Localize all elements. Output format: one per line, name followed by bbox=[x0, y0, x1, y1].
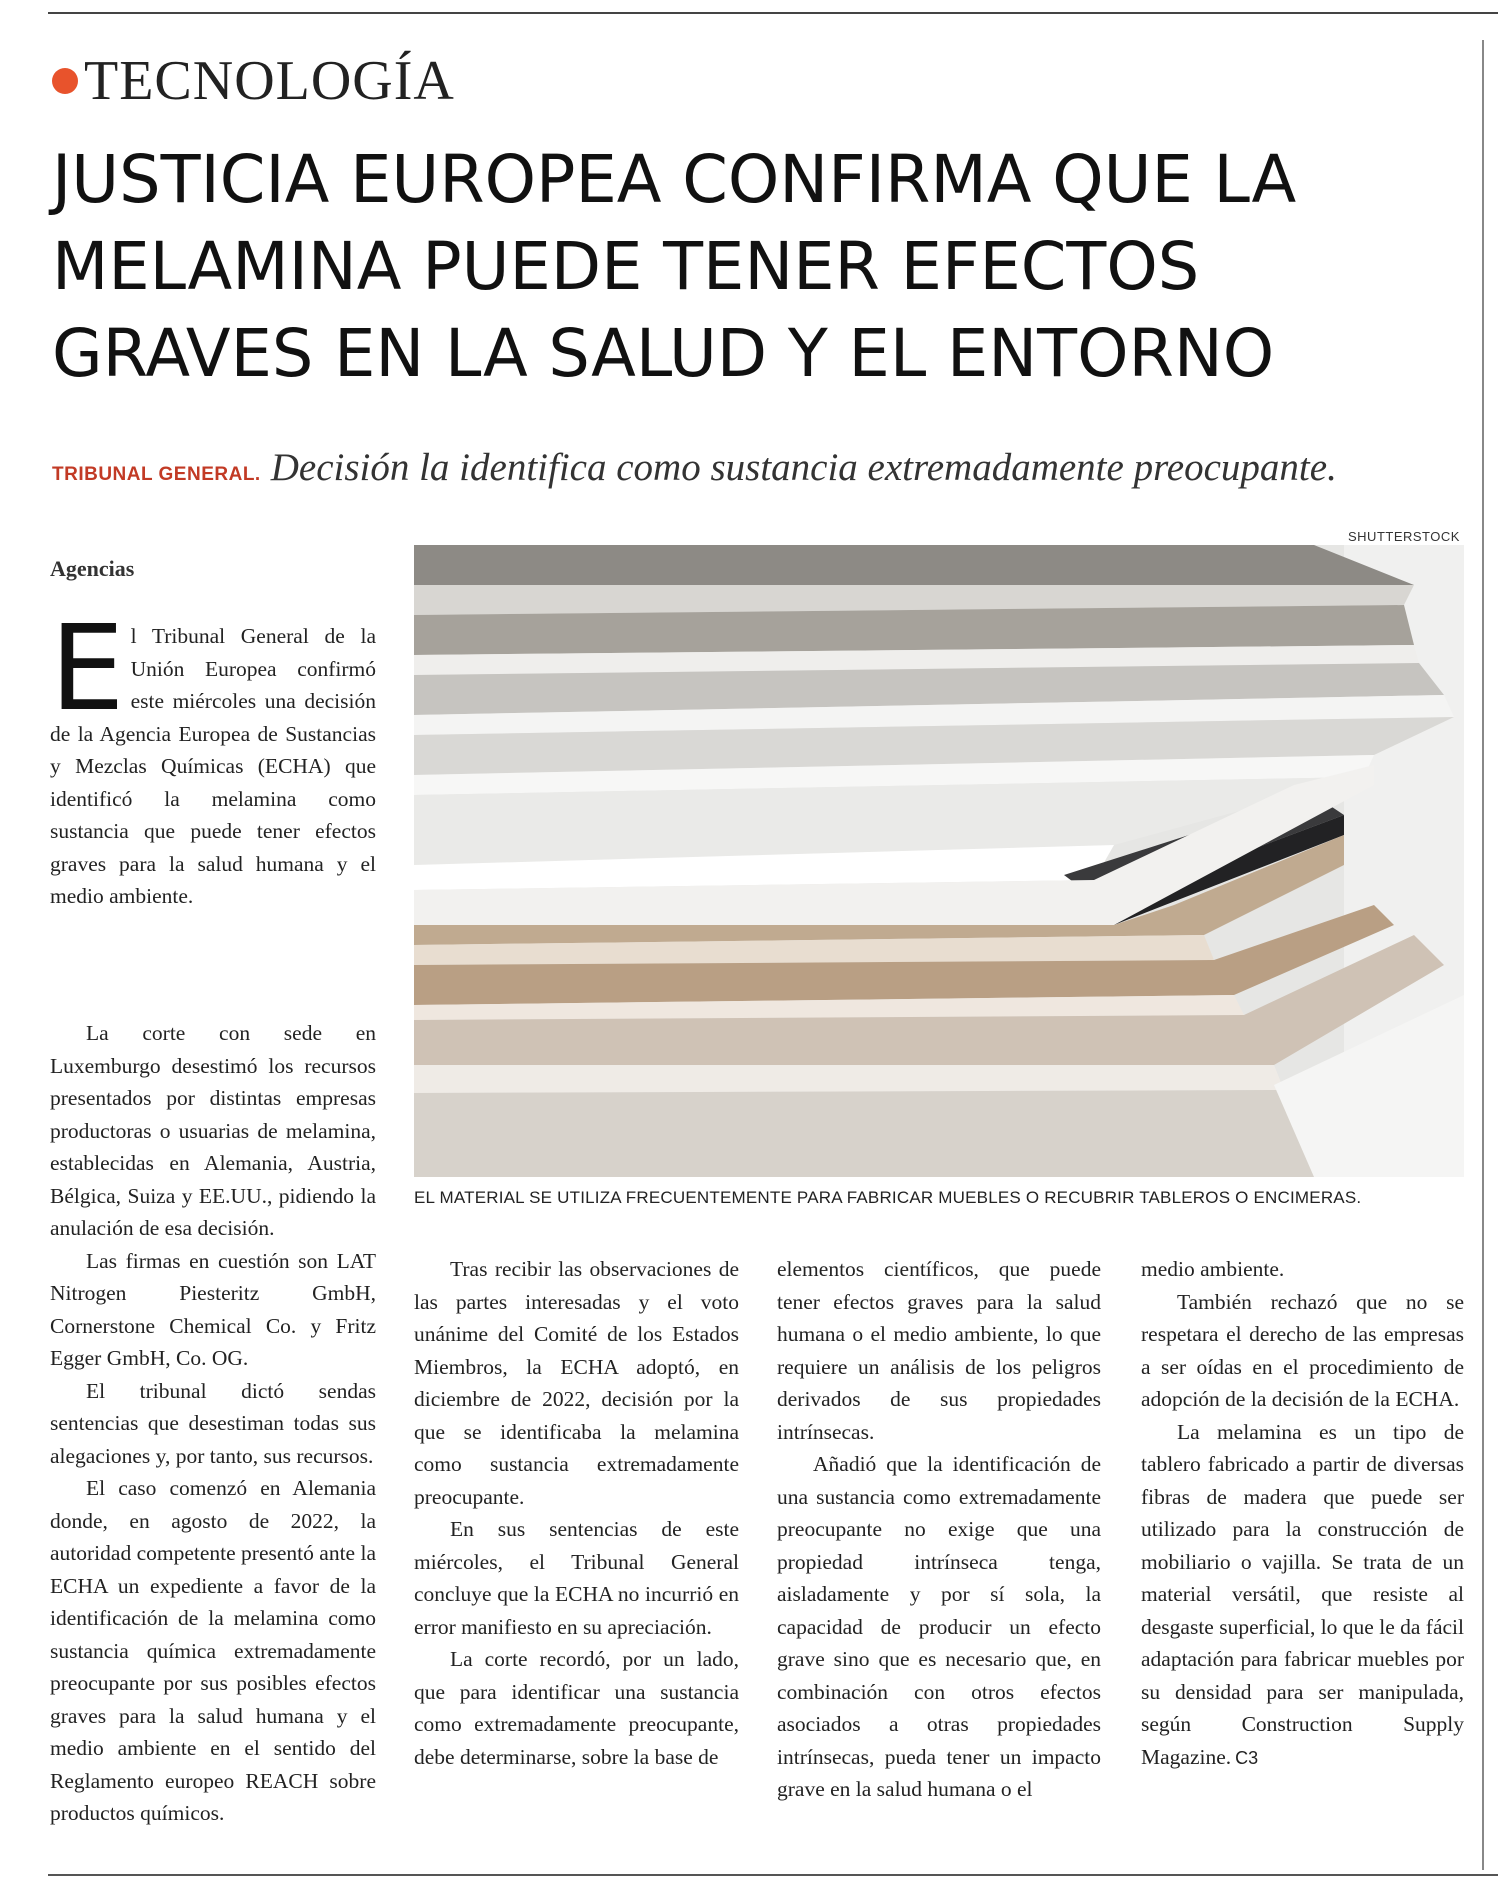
deck bbox=[52, 445, 1337, 490]
section-header bbox=[52, 48, 455, 114]
headline bbox=[52, 136, 1458, 397]
article-paragraph-1: l Tribunal General de la Unión Europea confirmó este miércoles una decisión de la Agencia Europea de Sustancias y Mezclas Químicas (ECHA) que identificó la melamina como sustancia que puede tener efectos graves para la salud humana y el medio ambiente. bbox=[50, 624, 376, 908]
headline-line-2: MELAMINA PUEDE TENER EFECTOS bbox=[52, 228, 1200, 305]
article-lead bbox=[50, 599, 376, 913]
article-paragraph-2: La corte con sede en Luxemburgo desestimó los recursos presentados por distintas empresas productoras o usuarias de melamina, establecidas en Alemania, Austria, Bélgica, Suiza y EE.UU., pidiendo la anulación de esa decisión. bbox=[50, 1021, 376, 1240]
section-dot-icon bbox=[52, 68, 78, 94]
article-column-2 bbox=[414, 1253, 739, 1773]
article-paragraph-11: medio ambiente. bbox=[1141, 1257, 1285, 1281]
stacked-boards-illustration bbox=[414, 545, 1464, 1177]
article-paragraph-7: En sus sentencias de este miércoles, el Tribunal General concluye que la ECHA no incurrió en error manifiesto en su apreciación. bbox=[414, 1517, 739, 1639]
photo-caption: EL MATERIAL SE UTILIZA FRECUENTEMENTE PARA FABRICAR MUEBLES O RECUBRIR TABLEROS O ENCIMERAS. bbox=[414, 1188, 1362, 1207]
headline-line-1: JUSTICIA EUROPEA CONFIRMA QUE LA bbox=[52, 141, 1297, 218]
article-paragraph-9: elementos científicos, que puede tener efectos graves para la salud humana o el medio ambiente, lo que requiere un análisis de los peligros derivados de sus propiedades intrínsecas. bbox=[777, 1257, 1101, 1444]
article-paragraph-13 bbox=[1141, 1416, 1464, 1775]
article-paragraph-4: El tribunal dictó sendas sentencias que desestiman todas sus alegaciones y, por tanto, sus recursos. bbox=[50, 1378, 376, 1468]
drop-cap: E bbox=[50, 599, 125, 737]
article-column-3 bbox=[777, 1253, 1101, 1806]
section-label: TECNOLOGÍA bbox=[84, 50, 455, 112]
article-column-4 bbox=[1141, 1253, 1464, 1774]
article-paragraph-13-text: La melamina es un tipo de tablero fabricado a partir de diversas fibras de madera que puede ser utilizado para la construcción de mobiliario o vajilla. Se trata de un material versátil, que resiste al desgaste superficial, lo que le da fácil adaptación para fabricar muebles por su densidad para ser manipulada, según Construction Supply Magazine. bbox=[1141, 1419, 1464, 1769]
article-paragraph-3: Las firmas en cuestión son LAT Nitrogen Piesteritz GmbH, Cornerstone Chemical Co. y Fritz Egger GmbH, Co. OG. bbox=[50, 1248, 376, 1370]
page-edge-rule bbox=[1482, 40, 1484, 1870]
article-paragraph-12: También rechazó que no se respetara el derecho de las empresas a ser oídas en el procedimiento de adopción de la decisión de la ECHA. bbox=[1141, 1289, 1464, 1411]
article-paragraph-5: El caso comenzó en Alemania donde, en agosto de 2022, la autoridad competente presentó ante la ECHA un expediente a favor de la identificación de la melamina como sustancia química extremadamente preocupante por sus posibles efectos graves para la salud humana y el medio ambiente en el sentido del Reglamento europeo REACH sobre productos químicos. bbox=[50, 1476, 376, 1825]
deck-text: Decisión la identifica como sustancia extremadamente preocupante. bbox=[270, 446, 1337, 489]
photo-credit: SHUTTERSTOCK bbox=[1348, 529, 1460, 544]
top-rule bbox=[48, 12, 1498, 14]
deck-label: TRIBUNAL GENERAL. bbox=[52, 464, 261, 485]
byline: Agencias bbox=[50, 556, 135, 581]
article-paragraph-8: La corte recordó, por un lado, que para identificar una sustancia como extremadamente preocupante, debe determinarse, sobre la base de bbox=[414, 1647, 739, 1769]
end-mark: C3 bbox=[1235, 1747, 1259, 1768]
article-column-1 bbox=[50, 1017, 376, 1830]
headline-line-3: GRAVES EN LA SALUD Y EL ENTORNO bbox=[52, 315, 1275, 392]
article-paragraph-6: Tras recibir las observaciones de las partes interesadas y el voto unánime del Comité de los Estados Miembros, la ECHA adoptó, en diciembre de 2022, decisión por la que se identificaba la melamina como sustancia extremadamente preocupante. bbox=[414, 1257, 739, 1509]
bottom-rule bbox=[48, 1874, 1498, 1876]
melamine-boards-photo bbox=[414, 545, 1464, 1177]
article-paragraph-10: Añadió que la identificación de una sustancia como extremadamente preocupante no exige que una propiedad intrínseca tenga, aisladamente y por sí sola, la capacidad de producir un efecto grave sino que es necesario que, en combinación con otros efectos asociados a otras propiedades intrínsecas, pueda tener un impacto grave en la salud humana o el bbox=[777, 1452, 1101, 1801]
